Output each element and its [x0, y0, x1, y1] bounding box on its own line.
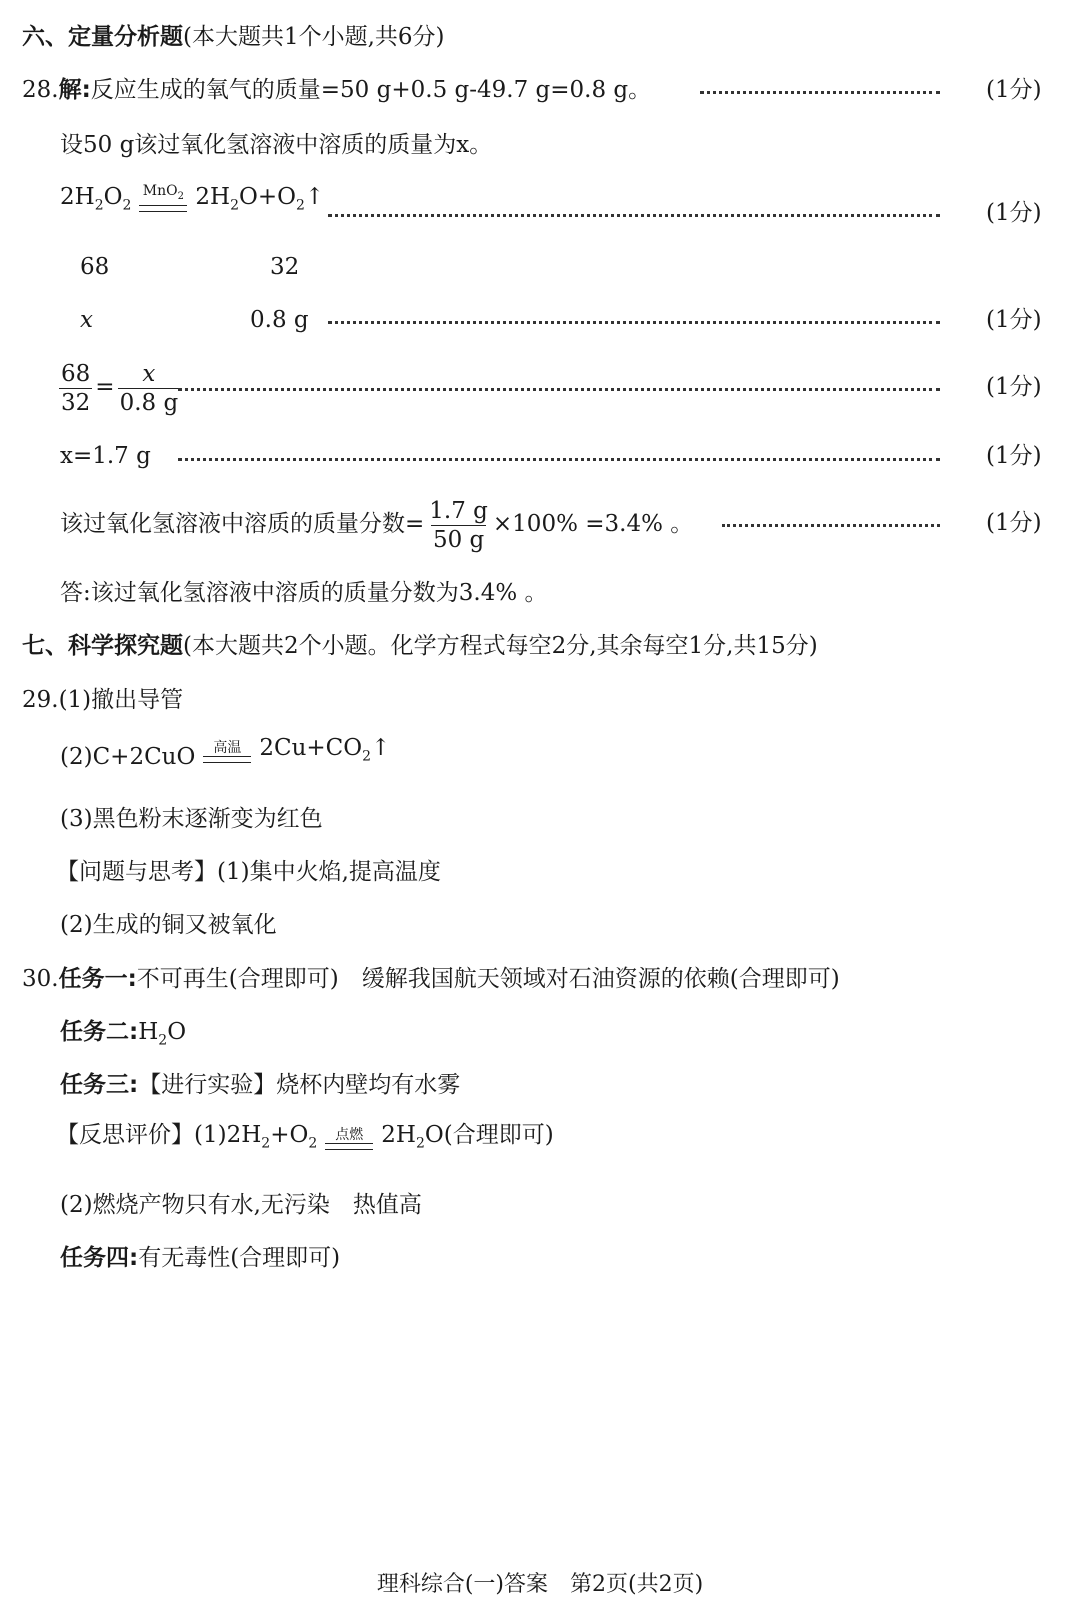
q28-jie: 解: — [58, 77, 91, 103]
task3-text: 【进行实验】烧杯内壁均有水雾 — [138, 1072, 461, 1098]
section6-note: (本大题共1个小题,共6分) — [183, 24, 445, 50]
fraction-68-32: $\frac{68}{32}$ — [61, 360, 91, 416]
q29-line1 — [22, 685, 183, 715]
section6-heading — [22, 22, 445, 52]
leader-dots — [700, 91, 940, 94]
leader-dots — [328, 321, 940, 324]
q29-number: 29. — [22, 687, 59, 713]
eq-left: $2H_2O_2$ — [60, 184, 132, 214]
mass-o2: 32 — [270, 254, 300, 280]
q29-a2: (2)C+2CuO 高温 $2Cu+CO_2↑$ — [60, 735, 391, 770]
section7-note: (本大题共2个小题。化学方程式每空2分,其余每空1分,共15分) — [183, 633, 818, 659]
eq-right: $2H_2O+O_2↑$ — [195, 184, 325, 214]
q28-line1 — [22, 75, 651, 105]
q28-answer: 答:该过氧化氢溶液中溶质的质量分数为3.4% 。 — [60, 580, 548, 606]
task2-formula: $H_2O$ — [138, 1019, 187, 1049]
eq-arrow — [139, 183, 187, 221]
q28-equation — [60, 182, 324, 230]
q28-number: 28. — [22, 77, 59, 103]
q30-reflect1: 【反思评价】$(1)2H_2+O_2$ 点燃 $2H_2O$(合理即可) — [56, 1120, 554, 1166]
leader-dots — [178, 458, 940, 461]
var-x: x — [80, 307, 93, 333]
score-mark: (1分) — [986, 374, 1042, 400]
mass-h2o2: 68 — [80, 254, 110, 280]
leader-dots — [178, 388, 940, 391]
q28-proportion: $\frac{68}{32}$ = $\frac{x}{0.8 g}$ — [61, 360, 179, 416]
eq-condition: 高温 — [213, 739, 242, 756]
page-footer: 理科综合(一)答案 第2页(共2页) — [376, 1572, 704, 1597]
fraction-percent: $\frac{1.7 g}{50 g}$ — [429, 497, 488, 553]
q28-line2: 设50 g该过氧化氢溶液中溶质的质量为x。 — [60, 132, 493, 158]
eq-arrow — [325, 1127, 373, 1159]
section7-heading — [22, 631, 818, 661]
q29-think1: 【问题与思考】(1)集中火焰,提高温度 — [56, 859, 441, 885]
task2-label: 任务二: — [60, 1019, 139, 1045]
score-mark: (1分) — [986, 200, 1042, 226]
task4-label: 任务四: — [60, 1245, 139, 1271]
score-mark: (1分) — [986, 307, 1042, 333]
q30-task2 — [60, 1017, 186, 1056]
q30-reflect2: (2)燃烧产物只有水,无污染 热值高 — [60, 1192, 422, 1218]
eq-condition: 点燃 — [335, 1126, 364, 1143]
score-mark: (1分) — [986, 77, 1042, 103]
q28-line1-text: 反应生成的氧气的质量=50 g+0.5 g-49.7 g=0.8 g。 — [90, 77, 652, 103]
score-mark: (1分) — [986, 443, 1042, 469]
eq-condition: MnO$_2$ — [142, 182, 185, 202]
section7-title: 七、科学探究题 — [22, 633, 183, 659]
val-o2: 0.8 g — [250, 307, 309, 333]
fraction-x-08g: $\frac{x}{0.8 g}$ — [119, 360, 179, 416]
q29-a1: (1)撤出导管 — [58, 687, 184, 713]
leader-dots — [328, 214, 940, 217]
q29-think2: (2)生成的铜又被氧化 — [60, 912, 277, 938]
q28-percent: 该过氧化氢溶液中溶质的质量分数= $\frac{1.7 g}{50 g}$ ×100% =3.4% 。 — [60, 497, 694, 553]
q29-a3: (3)黑色粉末逐渐变为红色 — [60, 806, 323, 832]
task3-label: 任务三: — [60, 1072, 139, 1098]
q30-number: 30. — [22, 966, 59, 992]
section6-title: 六、定量分析题 — [22, 24, 183, 50]
leader-dots — [722, 524, 940, 527]
eq-arrow — [203, 740, 251, 772]
task1-label: 任务一: — [58, 966, 137, 992]
task4-text: 有无毒性(合理即可) — [138, 1245, 341, 1271]
q28-result: x=1.7 g — [60, 443, 151, 469]
q30-task3 — [60, 1070, 460, 1100]
score-mark: (1分) — [986, 510, 1042, 536]
task1-text: 不可再生(合理即可) 缓解我国航天领域对石油资源的依赖(合理即可) — [136, 966, 840, 992]
q30-task4 — [60, 1243, 340, 1273]
q30-task1 — [22, 964, 840, 994]
